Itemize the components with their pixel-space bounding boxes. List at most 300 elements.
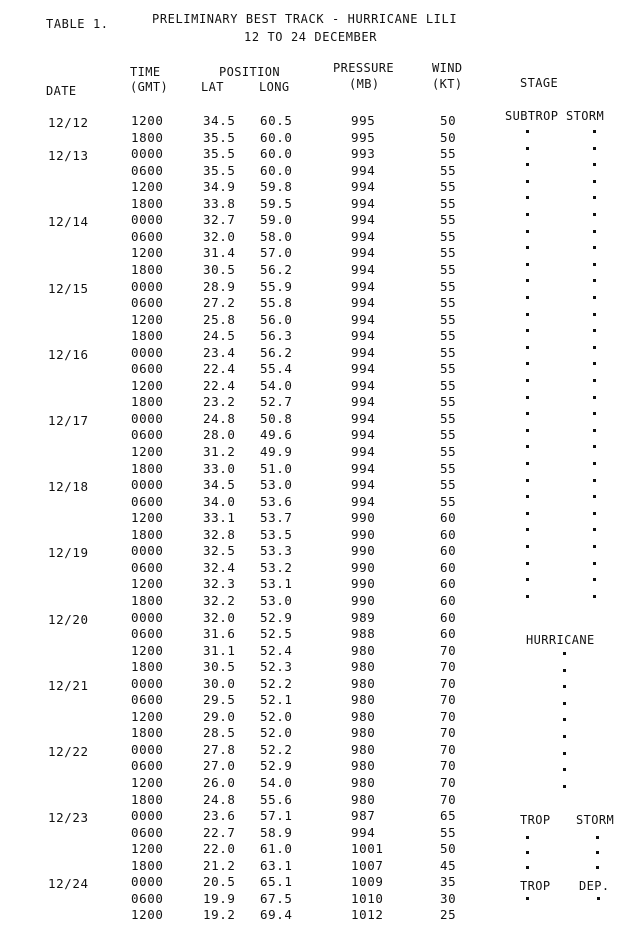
- long-cell: 52.2: [260, 741, 293, 757]
- time-cell: 0000: [131, 543, 164, 559]
- pressure-cell: 980: [351, 708, 376, 724]
- lat-cell: 22.0: [203, 841, 236, 857]
- subtrop-right-dot: [593, 379, 596, 382]
- subtrop-left-dot: [526, 246, 529, 249]
- wind-cell: 70: [440, 725, 457, 741]
- pressure-cell: 980: [351, 775, 376, 790]
- lat-cell: 35.5: [203, 129, 236, 145]
- lat-cell: 34.9: [203, 179, 236, 195]
- long-cell: 57.0: [260, 245, 293, 261]
- wind-cell: 25: [440, 907, 457, 923]
- lat-cell: 32.5: [203, 543, 236, 559]
- header-mb: (MB): [349, 77, 380, 91]
- stage-trop-dep-dep: DEP.: [579, 879, 610, 893]
- time-cell: 1200: [131, 444, 164, 459]
- long-cell: 49.9: [260, 444, 293, 459]
- wind-cell: 50: [440, 129, 457, 145]
- long-cell: 53.0: [260, 592, 293, 608]
- long-cell: 53.6: [260, 493, 293, 509]
- time-cell: 0000: [131, 278, 164, 294]
- long-cell: 52.7: [260, 394, 293, 410]
- subtrop-left-dot: [526, 329, 529, 332]
- lat-cell: 34.0: [203, 493, 236, 509]
- time-cell: 1800: [131, 592, 164, 608]
- subtrop-left-dot: [526, 479, 529, 482]
- hurricane-dot: [563, 669, 566, 672]
- long-cell: 53.2: [260, 559, 293, 575]
- wind-cell: 70: [440, 659, 457, 675]
- subtrop-right-dot: [593, 396, 596, 399]
- time-cell: 1800: [131, 328, 164, 344]
- lat-cell: 30.5: [203, 261, 236, 277]
- pressure-cell: 994: [351, 427, 376, 443]
- hurricane-dot: [563, 685, 566, 688]
- subtrop-right-dot: [593, 230, 596, 233]
- pressure-cell: 994: [351, 824, 376, 840]
- wind-cell: 55: [440, 460, 457, 476]
- subtrop-left-dot: [526, 346, 529, 349]
- wind-cell: 70: [440, 642, 457, 658]
- time-cell: 1200: [131, 708, 164, 724]
- lat-cell: 25.8: [203, 311, 236, 327]
- time-cell: 1200: [131, 179, 164, 195]
- subtrop-right-dot: [593, 346, 596, 349]
- trop-storm-right-dot: [596, 851, 599, 854]
- subtrop-left-dot: [526, 562, 529, 565]
- subtrop-left-dot: [526, 296, 529, 299]
- subtrop-left-dot: [526, 429, 529, 432]
- wind-cell: 55: [440, 245, 457, 261]
- time-cell: 1200: [131, 113, 164, 128]
- lat-cell: 32.0: [203, 609, 236, 625]
- subtrop-left-dot: [526, 512, 529, 515]
- time-cell: 0000: [131, 212, 164, 228]
- lat-cell: 24.5: [203, 328, 236, 344]
- long-cell: 54.0: [260, 377, 293, 393]
- pressure-cell: 994: [351, 261, 376, 277]
- subtrop-right-dot: [593, 528, 596, 531]
- subtrop-right-dot: [593, 263, 596, 266]
- header-position: POSITION: [219, 65, 280, 79]
- pressure-cell: 990: [351, 592, 376, 608]
- time-cell: 0600: [131, 824, 164, 840]
- pressure-cell: 990: [351, 559, 376, 575]
- pressure-cell: 980: [351, 642, 376, 658]
- lat-cell: 31.2: [203, 444, 236, 459]
- lat-cell: 23.6: [203, 808, 236, 824]
- time-cell: 1800: [131, 857, 164, 873]
- long-cell: 69.4: [260, 907, 293, 923]
- wind-cell: 55: [440, 427, 457, 443]
- long-cell: 67.5: [260, 890, 293, 906]
- time-cell: 1800: [131, 526, 164, 542]
- subtrop-left-dot: [526, 130, 529, 133]
- long-cell: 50.8: [260, 410, 293, 426]
- wind-cell: 65: [440, 808, 457, 824]
- lat-cell: 29.5: [203, 692, 236, 708]
- header-pressure: PRESSURE: [333, 61, 394, 75]
- time-cell: 0600: [131, 890, 164, 906]
- long-cell: 52.0: [260, 725, 293, 741]
- hurricane-dot: [563, 768, 566, 771]
- time-cell: 1800: [131, 129, 164, 145]
- long-cell: 60.0: [260, 162, 293, 178]
- pressure-cell: 988: [351, 626, 376, 642]
- lat-cell: 34.5: [203, 113, 236, 128]
- pressure-cell: 1009: [351, 874, 384, 890]
- lat-cell: 33.1: [203, 510, 236, 526]
- time-cell: 1800: [131, 195, 164, 211]
- hurricane-dot: [563, 718, 566, 721]
- lat-cell: 22.7: [203, 824, 236, 840]
- lat-cell: 24.8: [203, 791, 236, 807]
- wind-cell: 50: [440, 841, 457, 857]
- subtrop-right-dot: [593, 313, 596, 316]
- pressure-cell: 980: [351, 758, 376, 774]
- subtrop-right-dot: [593, 362, 596, 365]
- pressure-cell: 1012: [351, 907, 384, 923]
- pressure-cell: 990: [351, 510, 376, 526]
- stage-hurricane: HURRICANE: [526, 633, 595, 647]
- stage-trop-dep-trop: TROP: [520, 879, 551, 893]
- date-cell: 12/24: [48, 876, 89, 892]
- lat-cell: 33.8: [203, 195, 236, 211]
- time-cell: 1200: [131, 642, 164, 658]
- time-cell: 1200: [131, 841, 164, 857]
- long-cell: 56.2: [260, 261, 293, 277]
- subtrop-right-dot: [593, 213, 596, 216]
- long-cell: 53.7: [260, 510, 293, 526]
- wind-cell: 70: [440, 692, 457, 708]
- wind-cell: 30: [440, 890, 457, 906]
- lat-cell: 27.2: [203, 295, 236, 311]
- wind-cell: 60: [440, 526, 457, 542]
- time-cell: 1200: [131, 576, 164, 592]
- pressure-cell: 994: [351, 410, 376, 426]
- lat-cell: 30.0: [203, 675, 236, 691]
- trop-storm-left-dot: [526, 866, 529, 869]
- time-cell: 0600: [131, 228, 164, 244]
- time-cell: 1200: [131, 907, 164, 923]
- long-cell: 57.1: [260, 808, 293, 824]
- long-cell: 56.2: [260, 344, 293, 360]
- long-cell: 56.3: [260, 328, 293, 344]
- long-cell: 53.3: [260, 543, 293, 559]
- wind-cell: 55: [440, 179, 457, 195]
- subtrop-right-dot: [593, 147, 596, 150]
- lat-cell: 32.2: [203, 592, 236, 608]
- subtrop-left-dot: [526, 230, 529, 233]
- wind-cell: 60: [440, 576, 457, 592]
- date-cell: 12/16: [48, 346, 89, 362]
- lat-cell: 30.5: [203, 659, 236, 675]
- stage-trop-storm-storm: STORM: [576, 813, 615, 827]
- pressure-cell: 980: [351, 791, 376, 807]
- subtrop-left-dot: [526, 379, 529, 382]
- table-subtitle: 12 TO 24 DECEMBER: [244, 30, 378, 44]
- long-cell: 61.0: [260, 841, 293, 857]
- hurricane-dot: [563, 752, 566, 755]
- date-cell: 12/15: [48, 280, 89, 296]
- pressure-cell: 994: [351, 311, 376, 327]
- header-long: LONG: [259, 80, 290, 94]
- long-cell: 53.5: [260, 526, 293, 542]
- subtrop-left-dot: [526, 362, 529, 365]
- pressure-cell: 990: [351, 526, 376, 542]
- header-stage: STAGE: [520, 76, 559, 90]
- header-kt: (KT): [432, 77, 463, 91]
- lat-cell: 22.4: [203, 361, 236, 377]
- wind-cell: 55: [440, 410, 457, 426]
- subtrop-right-dot: [593, 429, 596, 432]
- subtrop-right-dot: [593, 279, 596, 282]
- long-cell: 59.5: [260, 195, 293, 211]
- trop-storm-right-dot: [596, 836, 599, 839]
- subtrop-left-dot: [526, 578, 529, 581]
- lat-cell: 31.6: [203, 626, 236, 642]
- lat-cell: 28.9: [203, 278, 236, 294]
- lat-cell: 23.4: [203, 344, 236, 360]
- pressure-cell: 994: [351, 377, 376, 393]
- hurricane-dot: [563, 735, 566, 738]
- wind-cell: 60: [440, 626, 457, 642]
- pressure-cell: 994: [351, 278, 376, 294]
- subtrop-right-dot: [593, 562, 596, 565]
- time-cell: 0600: [131, 559, 164, 575]
- wind-cell: 55: [440, 261, 457, 277]
- time-cell: 1200: [131, 510, 164, 526]
- time-cell: 0600: [131, 427, 164, 443]
- subtrop-left-dot: [526, 445, 529, 448]
- subtrop-right-dot: [593, 329, 596, 332]
- lat-cell: 19.2: [203, 907, 236, 923]
- subtrop-right-dot: [593, 196, 596, 199]
- subtrop-right-dot: [593, 578, 596, 581]
- long-cell: 55.8: [260, 295, 293, 311]
- pressure-cell: 994: [351, 493, 376, 509]
- hurricane-dot: [563, 785, 566, 788]
- pressure-cell: 980: [351, 725, 376, 741]
- trop-storm-left-dot: [526, 836, 529, 839]
- wind-cell: 70: [440, 708, 457, 724]
- long-cell: 55.6: [260, 791, 293, 807]
- wind-cell: 60: [440, 559, 457, 575]
- time-cell: 0000: [131, 675, 164, 691]
- subtrop-right-dot: [593, 445, 596, 448]
- long-cell: 54.0: [260, 775, 293, 790]
- time-cell: 0000: [131, 477, 164, 493]
- hurricane-dot: [563, 702, 566, 705]
- long-cell: 52.4: [260, 642, 293, 658]
- time-cell: 1800: [131, 725, 164, 741]
- pressure-cell: 994: [351, 228, 376, 244]
- pressure-cell: 994: [351, 394, 376, 410]
- wind-cell: 70: [440, 775, 457, 790]
- subtrop-left-dot: [526, 495, 529, 498]
- time-cell: 1200: [131, 245, 164, 261]
- stage-subtrop-storm: SUBTROP STORM: [505, 109, 605, 123]
- pressure-cell: 994: [351, 477, 376, 493]
- lat-cell: 32.8: [203, 526, 236, 542]
- lat-cell: 26.0: [203, 775, 236, 790]
- lat-cell: 35.5: [203, 146, 236, 162]
- pressure-cell: 994: [351, 179, 376, 195]
- lat-cell: 24.8: [203, 410, 236, 426]
- wind-cell: 55: [440, 162, 457, 178]
- date-cell: 12/20: [48, 611, 89, 627]
- pressure-cell: 993: [351, 146, 376, 162]
- lat-cell: 33.0: [203, 460, 236, 476]
- wind-cell: 55: [440, 195, 457, 211]
- time-cell: 1800: [131, 791, 164, 807]
- wind-cell: 50: [440, 113, 457, 128]
- long-cell: 58.9: [260, 824, 293, 840]
- subtrop-right-dot: [593, 512, 596, 515]
- wind-cell: 70: [440, 791, 457, 807]
- long-cell: 53.1: [260, 576, 293, 592]
- header-date: DATE: [46, 84, 77, 98]
- lat-cell: 20.5: [203, 874, 236, 890]
- subtrop-right-dot: [593, 495, 596, 498]
- header-wind: WIND: [432, 61, 463, 75]
- subtrop-left-dot: [526, 396, 529, 399]
- date-cell: 12/13: [48, 148, 89, 164]
- subtrop-left-dot: [526, 163, 529, 166]
- lat-cell: 35.5: [203, 162, 236, 178]
- subtrop-left-dot: [526, 528, 529, 531]
- lat-cell: 27.8: [203, 741, 236, 757]
- long-cell: 52.3: [260, 659, 293, 675]
- wind-cell: 55: [440, 444, 457, 459]
- pressure-cell: 989: [351, 609, 376, 625]
- long-cell: 63.1: [260, 857, 293, 873]
- pressure-cell: 987: [351, 808, 376, 824]
- long-cell: 51.0: [260, 460, 293, 476]
- wind-cell: 55: [440, 228, 457, 244]
- wind-cell: 70: [440, 758, 457, 774]
- time-cell: 1200: [131, 311, 164, 327]
- long-cell: 60.0: [260, 146, 293, 162]
- lat-cell: 31.1: [203, 642, 236, 658]
- time-cell: 0000: [131, 410, 164, 426]
- long-cell: 53.0: [260, 477, 293, 493]
- lat-cell: 23.2: [203, 394, 236, 410]
- time-cell: 0000: [131, 344, 164, 360]
- date-cell: 12/14: [48, 214, 89, 230]
- lat-cell: 32.7: [203, 212, 236, 228]
- time-cell: 1800: [131, 460, 164, 476]
- long-cell: 55.9: [260, 278, 293, 294]
- pressure-cell: 994: [351, 444, 376, 459]
- long-cell: 60.5: [260, 113, 293, 128]
- date-cell: 12/22: [48, 743, 89, 759]
- trop-storm-left-dot: [526, 851, 529, 854]
- time-cell: 0600: [131, 295, 164, 311]
- long-cell: 55.4: [260, 361, 293, 377]
- wind-cell: 55: [440, 212, 457, 228]
- long-cell: 56.0: [260, 311, 293, 327]
- time-cell: 0000: [131, 146, 164, 162]
- pressure-cell: 994: [351, 212, 376, 228]
- wind-cell: 70: [440, 675, 457, 691]
- pressure-cell: 990: [351, 576, 376, 592]
- wind-cell: 60: [440, 543, 457, 559]
- lat-cell: 21.2: [203, 857, 236, 873]
- pressure-cell: 980: [351, 659, 376, 675]
- table-label: TABLE 1.: [46, 17, 109, 31]
- time-cell: 0600: [131, 692, 164, 708]
- wind-cell: 70: [440, 741, 457, 757]
- subtrop-left-dot: [526, 462, 529, 465]
- long-cell: 52.9: [260, 609, 293, 625]
- lat-cell: 27.0: [203, 758, 236, 774]
- lat-cell: 28.5: [203, 725, 236, 741]
- date-cell: 12/17: [48, 412, 89, 428]
- time-cell: 1800: [131, 394, 164, 410]
- pressure-cell: 995: [351, 129, 376, 145]
- date-cell: 12/18: [48, 479, 89, 495]
- table-title: PRELIMINARY BEST TRACK - HURRICANE LILI: [152, 12, 458, 26]
- subtrop-left-dot: [526, 213, 529, 216]
- subtrop-right-dot: [593, 130, 596, 133]
- long-cell: 60.0: [260, 129, 293, 145]
- wind-cell: 55: [440, 295, 457, 311]
- long-cell: 52.0: [260, 708, 293, 724]
- subtrop-left-dot: [526, 196, 529, 199]
- time-cell: 1800: [131, 261, 164, 277]
- subtrop-left-dot: [526, 180, 529, 183]
- subtrop-right-dot: [593, 595, 596, 598]
- time-cell: 0000: [131, 874, 164, 890]
- time-cell: 1800: [131, 659, 164, 675]
- pressure-cell: 995: [351, 113, 376, 128]
- lat-cell: 29.0: [203, 708, 236, 724]
- long-cell: 58.0: [260, 228, 293, 244]
- stage-trop-storm-trop: TROP: [520, 813, 551, 827]
- subtrop-right-dot: [593, 180, 596, 183]
- time-cell: 1200: [131, 775, 164, 790]
- long-cell: 52.5: [260, 626, 293, 642]
- long-cell: 52.1: [260, 692, 293, 708]
- long-cell: 65.1: [260, 874, 293, 890]
- wind-cell: 55: [440, 394, 457, 410]
- wind-cell: 60: [440, 592, 457, 608]
- lat-cell: 19.9: [203, 890, 236, 906]
- time-cell: 0000: [131, 741, 164, 757]
- time-cell: 0600: [131, 626, 164, 642]
- pressure-cell: 980: [351, 741, 376, 757]
- trop-dep-right-dot: [597, 897, 600, 900]
- lat-cell: 31.4: [203, 245, 236, 261]
- trop-dep-left-dot: [526, 897, 529, 900]
- subtrop-left-dot: [526, 595, 529, 598]
- subtrop-right-dot: [593, 163, 596, 166]
- subtrop-right-dot: [593, 296, 596, 299]
- date-cell: 12/23: [48, 810, 89, 826]
- subtrop-right-dot: [593, 246, 596, 249]
- lat-cell: 32.3: [203, 576, 236, 592]
- pressure-cell: 980: [351, 675, 376, 691]
- lat-cell: 34.5: [203, 477, 236, 493]
- pressure-cell: 1007: [351, 857, 384, 873]
- lat-cell: 22.4: [203, 377, 236, 393]
- pressure-cell: 994: [351, 460, 376, 476]
- wind-cell: 55: [440, 477, 457, 493]
- wind-cell: 45: [440, 857, 457, 873]
- wind-cell: 55: [440, 361, 457, 377]
- pressure-cell: 1010: [351, 890, 384, 906]
- pressure-cell: 994: [351, 295, 376, 311]
